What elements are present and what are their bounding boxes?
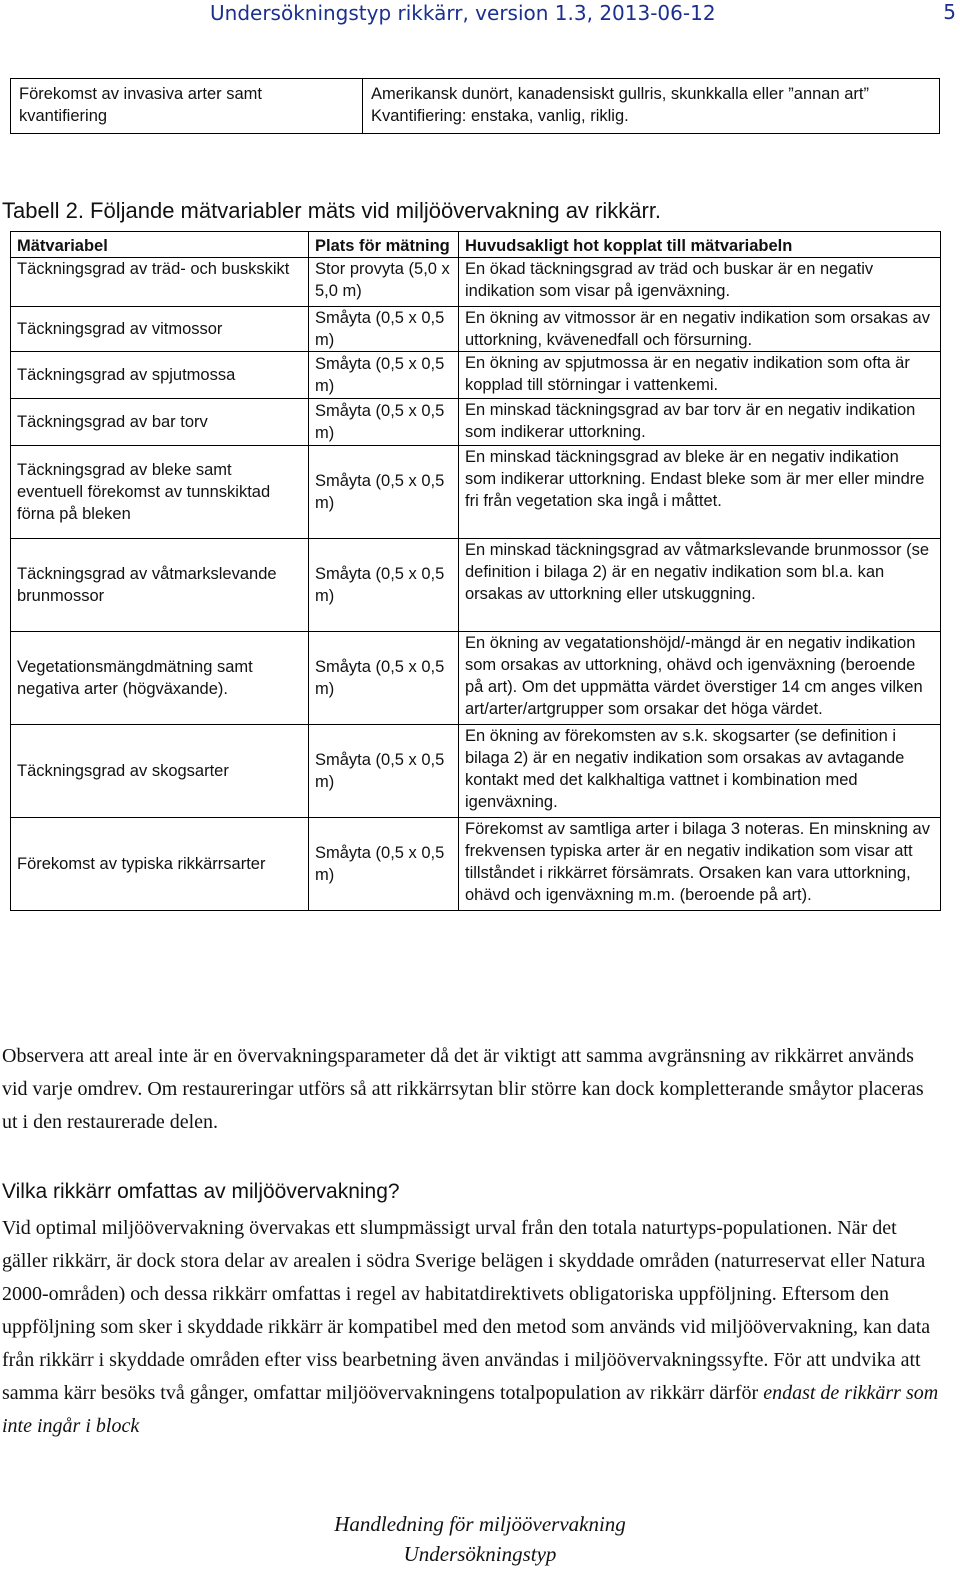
cell-location: Småyta (0,5 x 0,5 m) [309,725,459,818]
table-row [11,258,941,307]
cell-variable: Förekomst av typiska rikkärrsarter [11,818,309,911]
cell-threat: En minskad täckningsgrad av bar torv är en negativ indikation som indikerar uttorkning. [459,399,941,446]
cell-location: Småyta (0,5 x 0,5 m) [309,352,459,399]
footer-line-1: Handledning för miljöövervakning [334,1512,626,1536]
paragraph-area-note: Observera att areal inte är en övervakningsparameter då det är viktigt att samma avgränsning av rikkärret används vid varje omdrev. Om restaureringar utförs så att rikkärrsytan blir större kan dock kompletterande småytor placeras ut i den restaurerade delen. [2,1045,924,1133]
header-title: Undersökningstyp rikkärr, version 1.3, 2013-06-12 [210,1,716,25]
table-row [11,725,941,818]
section-heading: Vilka rikkärr omfattas av miljöövervakning? [2,1180,400,1203]
paragraph-monitoring-selection [2,1212,942,1443]
table-row [11,446,941,539]
footer-line-2: Undersökningstyp [403,1542,557,1566]
table-cell-value: Amerikansk dunört, kanadensiskt gullris, skunkkalla eller ”annan art” Kvantifiering: enstaka, vanlig, riklig. [363,79,940,134]
table-row [11,539,941,632]
cell-location: Småyta (0,5 x 0,5 m) [309,399,459,446]
cell-location: Småyta (0,5 x 0,5 m) [309,446,459,539]
column-header-location: Plats för mätning [309,232,459,258]
cell-variable: Täckningsgrad av skogsarter [11,725,309,818]
cell-threat: Förekomst av samtliga arter i bilaga 3 noteras. En minskning av frekvensen typiska arter är en negativ indikation som visar att tillståndet i rikkärret försämrats. Orsaken kan vara uttorkning, ohävd och igenväxning m.m. (beroende på art). [459,818,941,911]
cell-location: Småyta (0,5 x 0,5 m) [309,818,459,911]
table-row [11,818,941,911]
invasive-species-table [10,78,940,134]
cell-threat: En ökning av spjutmossa är en negativ indikation som ofta är kopplad till störningar i vattenkemi. [459,352,941,399]
paragraph-text: Vid optimal miljöövervakning övervakas ett slumpmässigt urval från den totala naturtyps-populationen. När det gäller rikkärr, är dock stora delar av arealen i södra Sverige belägen i skyddade områden (naturreservat eller Natura 2000-områden) och dessa rikkärr omfattas i regel av habitatdirektivets obligatoriska uppföljning. Eftersom den uppföljning som sker i skyddade rikkärr är kompatibel med den metod som används vid miljöövervakning, kan data från rikkärr i skyddade områden efter viss bearbetning även användas i miljöövervakningssyfte. För att undvika att samma kärr besöks två gånger, omfattar miljöövervakningens totalpopulation av rikkärr därför [2,1217,931,1404]
cell-location: Småyta (0,5 x 0,5 m) [309,539,459,632]
cell-threat: En minskad täckningsgrad av bleke är en negativ indikation som indikerar uttorkning. Endast bleke som är mer eller mindre fri från vegetation ska ingå i måttet. [459,446,941,539]
table-row [11,352,941,399]
table-row [11,307,941,352]
cell-location: Stor provyta (5,0 x 5,0 m) [309,258,459,307]
cell-variable: Täckningsgrad av bar torv [11,399,309,446]
page-number: 5 [943,0,956,24]
paragraph-emphasis: endast de rikkärr som inte ingår i block [2,1382,939,1437]
cell-variable: Täckningsgrad av spjutmossa [11,352,309,399]
cell-threat: En minskad täckningsgrad av våtmarkslevande brunmossor (se definition i bilaga 2) är en negativ indikation som bl.a. kan orsakas av uttorkning eller utskuggning. [459,539,941,632]
table-cell-label: Förekomst av invasiva arter samt kvantifiering [11,79,363,134]
measurement-variables-table [10,231,941,911]
cell-variable: Täckningsgrad av bleke samt eventuell förekomst av tunnskiktad förna på bleken [11,446,309,539]
column-header-threat: Huvudsakligt hot kopplat till mätvariabeln [459,232,941,258]
cell-variable: Täckningsgrad av vitmossor [11,307,309,352]
cell-threat: En ökning av vegatationshöjd/-mängd är en negativ indikation som orsakas av uttorkning, ohävd och igenväxning (beroende på art). Om det uppmätta värdet överstiger 14 cm anges vilken art/arter/artgrupper som orsakar det höga värdet. [459,632,941,725]
table-row [11,79,940,134]
cell-variable: Vegetationsmängdmätning samt negativa arter (högväxande). [11,632,309,725]
column-header-variable: Mätvariabel [11,232,309,258]
cell-variable: Täckningsgrad av våtmarkslevande brunmossor [11,539,309,632]
cell-threat: En ökning av förekomsten av s.k. skogsarter (se definition i bilaga 2) är en negativ indikation som orsakas av avtagande kontakt med det kalkhaltiga vattnet i kombination med igenväxning. [459,725,941,818]
table-row [11,399,941,446]
table-header-row [11,232,941,258]
cell-location: Småyta (0,5 x 0,5 m) [309,632,459,725]
table-row [11,632,941,725]
cell-threat: En ökning av vitmossor är en negativ indikation som orsakas av uttorkning, kvävenedfall och försurning. [459,307,941,352]
table-caption: Tabell 2. Följande mätvariabler mäts vid miljöövervakning av rikkärr. [2,198,662,223]
cell-location: Småyta (0,5 x 0,5 m) [309,307,459,352]
page-header [0,0,960,30]
cell-threat: En ökad täckningsgrad av träd och buskar är en negativ indikation som visar på igenväxning. [459,258,941,307]
cell-variable: Täckningsgrad av träd- och buskskikt [11,258,309,307]
